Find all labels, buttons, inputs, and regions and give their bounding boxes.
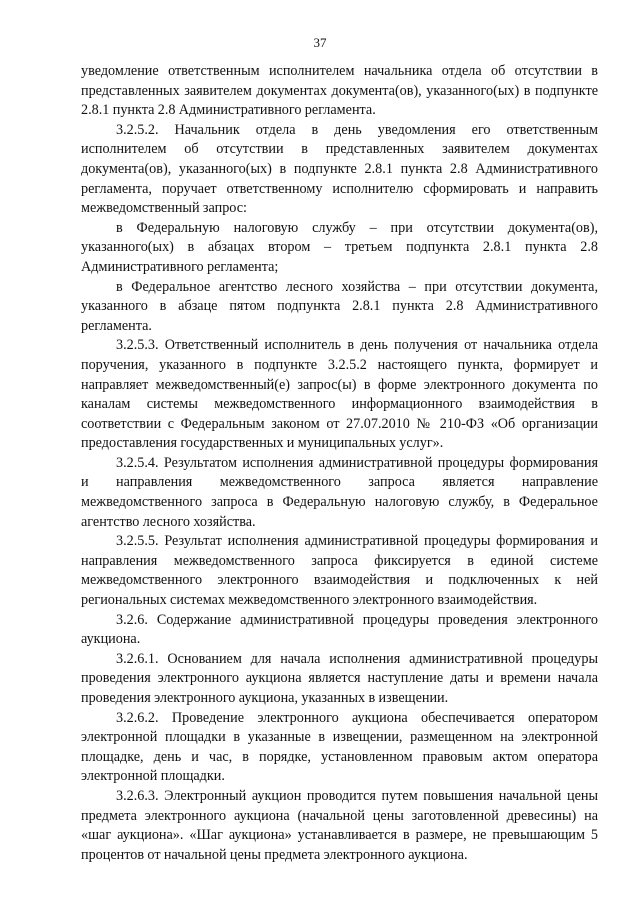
paragraph-3-2-5-5: 3.2.5.5. Результат исполнения административной процедуры формирования и направления межведомственного запроса фиксируется в единой системе межведомственного электронного взаимодействия и подключенных к ней региональных системах межведомственного электронного взаимодействия. — [81, 533, 598, 609]
paragraph-3-2-6-3: 3.2.6.3. Электронный аукцион проводится путем повышения начальной цены предмета электронного аукциона (начальной цены заготовленной древесины) на «шаг аукциона». «Шаг аукциона» устанавливается в размере, не превышающим 5 процентов от начальной цены предмета электронного аукциона. — [81, 787, 598, 863]
page-body — [81, 62, 598, 865]
paragraph-3-2-5-2: 3.2.5.2. Начальник отдела в день уведомления его ответственным исполнителем об отсутствии в представленных заявителем документах документа(ов), указанного(ых) в подпункте 2.8.1 пункта 2.8 Административного регламента, поручает ответственному исполнителю сформировать и направить межведомственный запрос: — [81, 121, 598, 217]
paragraph-continuation: уведомление ответственным исполнителем начальника отдела об отсутствии в представленных заявителем документах документа(ов), указанного(ых) в подпункте 2.8.1 пункта 2.8 Административного регламента. — [81, 63, 598, 119]
paragraph-forestry-agency-request: в Федеральное агентство лесного хозяйства – при отсутствии документа, указанного в абзаце пятом подпункта 2.8.1 пункта 2.8 Административного регламента. — [81, 278, 598, 334]
page-number: 37 — [313, 35, 327, 50]
paragraph-3-2-6: 3.2.6. Содержание административной процедуры проведения электронного аукциона. — [81, 611, 598, 648]
paragraph-3-2-5-3: 3.2.5.3. Ответственный исполнитель в день получения от начальника отдела поручения, указанного в подпункте 3.2.5.2 настоящего пункта, формирует и направляет межведомственный(е) запрос(ы) в форме электронного документа по каналам системы межведомственного информационного взаимодействия в соответствии с Федеральным законом от 27.07.2010 № 210-ФЗ «Об организации предоставления государственных и муниципальных услуг». — [81, 337, 598, 452]
paragraph-3-2-5-4: 3.2.5.4. Результатом исполнения административной процедуры формирования и направления межведомственного запроса является направление межведомственного запроса в Федеральную налоговую службу, в Федеральное агентство лесного хозяйства. — [81, 454, 598, 530]
paragraph-tax-service-request: в Федеральную налоговую службу – при отсутствии документа(ов), указанного(ых) в абзацах втором – третьем подпункта 2.8.1 пункта 2.8 Административного регламента; — [81, 219, 598, 275]
paragraph-3-2-6-2: 3.2.6.2. Проведение электронного аукциона обеспечивается оператором электронной площадки в указанные в извещении, размещенном на электронной площадке, день и час, в порядке, установленном правовым актом оператора электронной площадки. — [81, 709, 598, 785]
paragraph-3-2-6-1: 3.2.6.1. Основанием для начала исполнения административной процедуры проведения электронного аукциона является наступление даты и времени начала проведения электронного аукциона, указанных в извещении. — [81, 650, 598, 706]
